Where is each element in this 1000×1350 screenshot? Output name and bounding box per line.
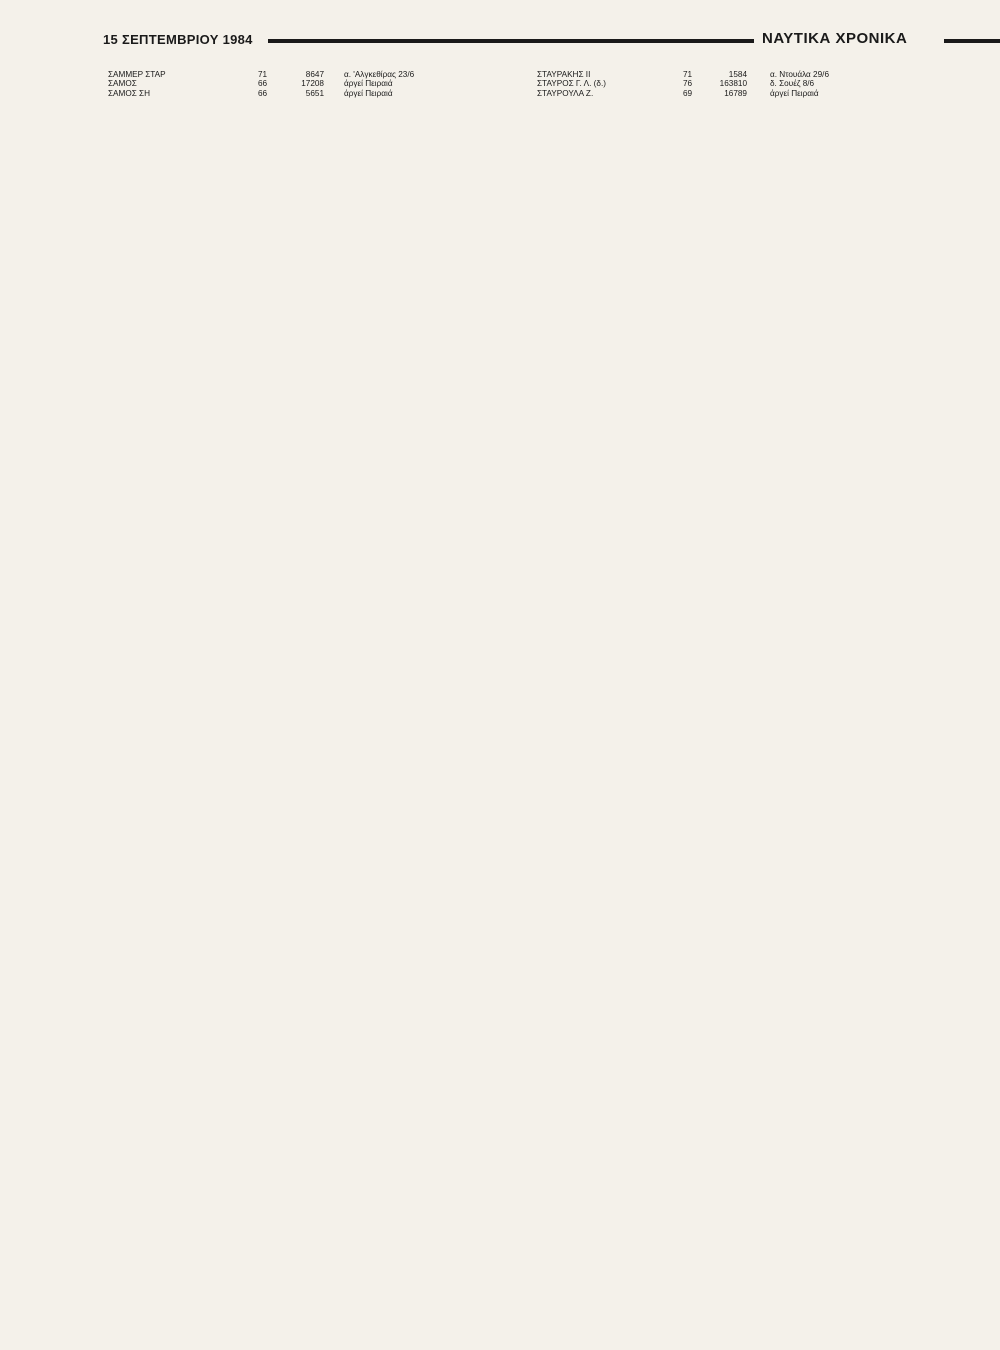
tonnage: 1584 — [728, 70, 747, 79]
header-rule-right — [944, 39, 1000, 43]
page-header — [0, 32, 1000, 56]
ship-status: άργεί Πειραιά — [344, 79, 393, 89]
left-column-ship-list — [108, 70, 528, 110]
ship-row — [108, 79, 528, 88]
tonnage: 17208 — [301, 79, 324, 89]
ship-row — [537, 89, 957, 98]
ship-row — [537, 70, 957, 79]
build-year: 76 — [683, 79, 693, 89]
ship-name: ΣΑΜΟΣ — [108, 79, 137, 89]
issue-date: 15 ΣΕΠΤΕΜΒΡΙΟΥ 1984 — [103, 32, 253, 47]
ship-status: δ. Σουέζ 8/6 — [770, 79, 815, 89]
build-year: 71 — [683, 70, 693, 79]
ship-name: ΣΤΑΥΡΟΥΛΑ Ζ. — [537, 88, 594, 98]
build-year: 66 — [258, 88, 268, 98]
tonnage: 5651 — [305, 88, 324, 98]
ship-status: άργεί Πειραιά — [344, 88, 393, 98]
ship-name: ΣΑΜΟΣ ΣΗ — [108, 88, 151, 98]
header-rule-left — [268, 39, 754, 43]
ship-name: ΣΤΑΥΡΟΣ Γ. Λ. (δ.) — [537, 79, 606, 89]
ship-name: ΣΑΜΜΕΡ ΣΤΑΡ — [108, 70, 166, 79]
tonnage: 163810 — [719, 79, 747, 89]
right-column-ship-list — [537, 70, 957, 110]
tonnage: 8647 — [305, 70, 324, 79]
build-year: 66 — [258, 79, 268, 89]
ship-group — [537, 70, 957, 98]
build-year: 69 — [683, 88, 693, 98]
ship-status: α. 'Αλγκεθίρας 23/6 — [344, 70, 415, 79]
ship-row — [108, 70, 528, 79]
tonnage: 16789 — [724, 88, 747, 98]
build-year: 71 — [258, 70, 268, 79]
ship-row — [108, 89, 528, 98]
ship-status: άργεί Πειραιά — [770, 88, 819, 98]
ship-row — [537, 79, 957, 88]
ship-status: α. Ντουάλα 29/6 — [770, 70, 829, 79]
ship-group — [108, 70, 528, 98]
publication-title: ΝΑΥΤΙΚΑ ΧΡΟΝΙΚΑ — [762, 30, 908, 47]
ship-name: ΣΤΑΥΡΑΚΗΣ ΙΙ — [537, 70, 591, 79]
